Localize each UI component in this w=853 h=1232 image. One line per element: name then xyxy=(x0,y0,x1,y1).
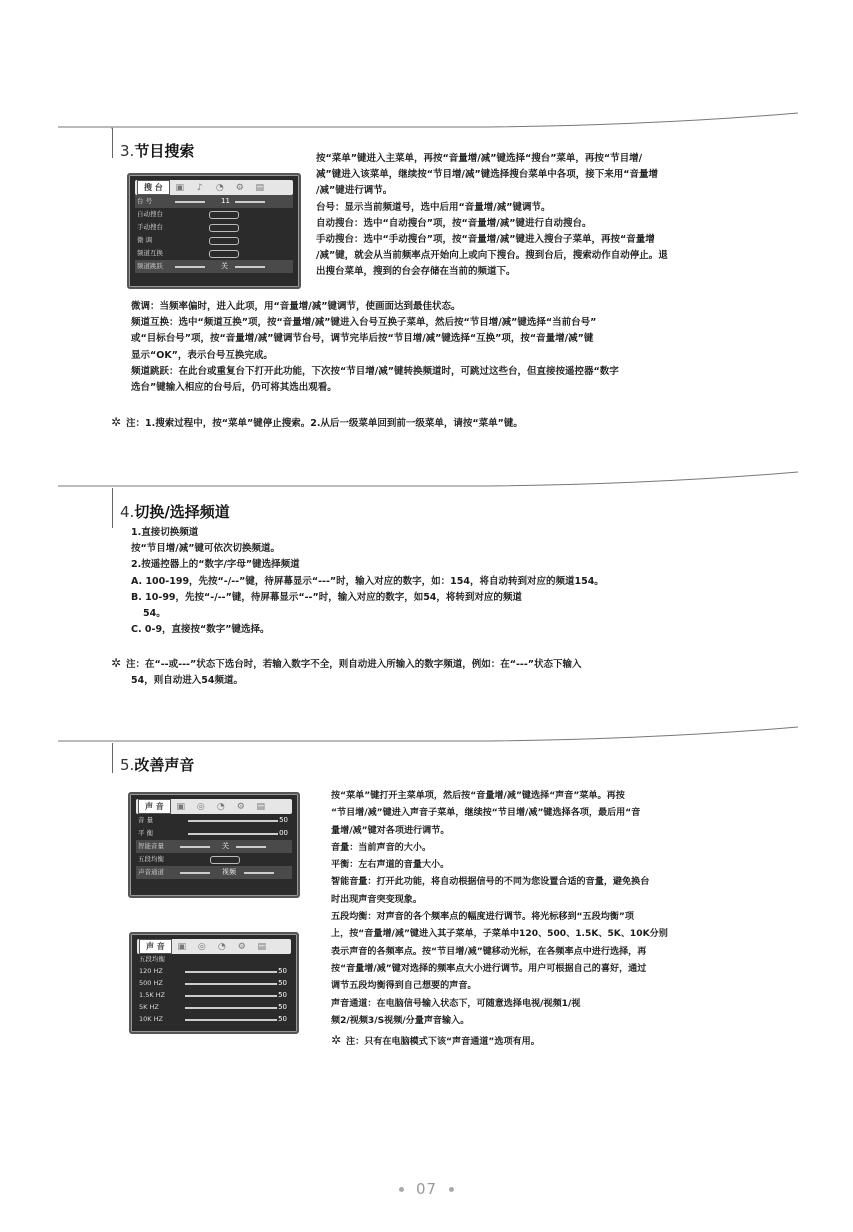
section3-right-text xyxy=(316,151,668,281)
text-line: 2.按遥控器上的“数字/字母”键选择频道 xyxy=(131,559,300,571)
osd-bar xyxy=(185,983,277,985)
search-icon: ◎ xyxy=(197,941,206,952)
text-line: 频2/视频3/S视频/分量声音输入。 xyxy=(331,1015,470,1026)
osd-bar xyxy=(185,1019,277,1021)
note-text: 注：在“--或---”状态下选台时，若输入数字不全，则自动进入所输入的数字频道，例如：在“---”状态下输入 xyxy=(126,659,582,670)
text-line: 时出现声音突变现象。 xyxy=(331,894,422,905)
osd-row-value: 50 xyxy=(279,816,288,824)
text-line: 台号：显示当前频道号，选中后用“音量增/减”键调节。 xyxy=(316,201,551,213)
osd-row-value: 关 xyxy=(221,262,228,270)
osd-row xyxy=(135,195,293,208)
osd-tab-search: 搜 台 xyxy=(137,180,170,195)
section5-right-text xyxy=(331,788,668,1051)
osd-tabs xyxy=(137,939,291,954)
osd-pill xyxy=(209,250,239,258)
note-text: 注：只有在电脑模式下该“声音通道”选项有用。 xyxy=(346,1037,540,1048)
tv-osd-sound-menu xyxy=(128,792,300,898)
osd-row xyxy=(136,840,292,853)
osd-row-label: 平 衡 xyxy=(138,829,154,837)
osd-row-value: 关 xyxy=(222,842,229,850)
section4-note xyxy=(111,655,582,689)
osd-pill xyxy=(209,224,239,232)
section-title xyxy=(120,754,194,775)
osd-row-label: 音 量 xyxy=(138,816,154,824)
osd-bar xyxy=(188,820,278,822)
osd-tab-sound: 声 音 xyxy=(139,939,172,954)
search-icon: ◎ xyxy=(196,801,205,812)
osd-tabs xyxy=(136,799,292,814)
osd-row-label: 声音通道 xyxy=(138,868,164,876)
picture-icon: ▣ xyxy=(177,941,187,952)
osd-row-label: 120 HZ xyxy=(139,967,163,975)
sound-icon: ♪ xyxy=(196,182,203,193)
osd-row-value: 视频 xyxy=(222,868,236,876)
osd-bar xyxy=(235,201,265,203)
osd-row xyxy=(135,247,293,260)
osd-row-value: 50 xyxy=(278,979,287,987)
section-marker xyxy=(112,743,113,773)
osd-row xyxy=(137,1001,291,1013)
text-line: /减”键，就会从当前频率点开始向上或向下搜台。搜到台后，搜索动作自动停止。退 xyxy=(316,250,668,262)
osd-row-value: 50 xyxy=(278,967,287,975)
pc-icon: ▤ xyxy=(257,941,267,952)
section-heading: 切换/选择频道 xyxy=(134,503,230,521)
text-line: 上，按“音量增/减”键进入其子菜单，子菜单中120、500、1.5K、5K、10K分别 xyxy=(331,929,668,940)
osd-row xyxy=(135,208,293,221)
footer-dot xyxy=(399,1187,404,1192)
text-line: C. 0-9，直接按“数字”键选择。 xyxy=(131,624,270,636)
osd-bar xyxy=(180,846,210,848)
section4-text xyxy=(131,525,604,638)
text-line: 音量：当前声音的大小。 xyxy=(331,842,432,853)
section-number: 5. xyxy=(120,756,135,774)
section-title xyxy=(120,501,230,522)
osd-pill xyxy=(209,237,239,245)
osd-row xyxy=(135,221,293,234)
text-line: 频道互换：选中“频道互换”项，按“音量增/减”键进入台号互换子菜单，然后按“节目增/减”键选择“当前台号” xyxy=(131,317,597,329)
osd-pill xyxy=(209,211,239,219)
section-heading: 节目搜索 xyxy=(134,142,195,160)
osd-row-label: 1.5K HZ xyxy=(139,991,166,999)
osd-row-label: 台 号 xyxy=(137,197,153,205)
picture-icon: ▣ xyxy=(175,182,185,193)
osd-row-label: 频道互换 xyxy=(137,249,163,257)
settings-icon: ⚙ xyxy=(237,941,246,952)
tv-osd-search-menu xyxy=(127,173,301,289)
section-marker xyxy=(112,128,113,158)
osd-bar xyxy=(235,266,265,268)
osd-pill xyxy=(210,856,240,864)
text-line: 显示“OK”，表示台号互换完成。 xyxy=(131,349,273,361)
text-line: 量增/减”键对各项进行调节。 xyxy=(331,825,450,836)
osd-row-value: 11 xyxy=(221,197,230,205)
note-star-icon: ✲ xyxy=(111,656,122,670)
text-line: 表示声音的各频率点。按“节目增/减”键移动光标，在各频率点中进行选择，再 xyxy=(331,946,647,957)
section-heading: 改善声音 xyxy=(134,756,195,774)
page-footer xyxy=(0,1180,853,1198)
osd-row xyxy=(137,965,291,977)
text-line: 按“菜单”键进入主菜单，再按“音量增/减”键选择“搜台”菜单，再按“节目增/ xyxy=(316,153,643,164)
osd-bar xyxy=(244,872,274,874)
section3-note xyxy=(111,414,523,432)
text-line: 手动搜台：选中“手动搜台”项，按“音量增/减”键进入搜台子菜单，再按“音量增 xyxy=(316,234,655,246)
osd-bar xyxy=(236,846,266,848)
osd-row-label: 5K HZ xyxy=(139,1003,159,1011)
osd-row-label: 五段均衡 xyxy=(138,855,164,863)
osd-header-label: 五段均衡 xyxy=(139,955,165,963)
osd-bar xyxy=(185,1007,277,1009)
text-line: 声音通道：在电脑信号输入状态下，可随意选择电视/视频1/视 xyxy=(331,998,581,1009)
text-line: 五段均衡：对声音的各个频率点的幅度进行调节。将光标移到“五段均衡”项 xyxy=(331,912,634,923)
osd-row xyxy=(137,1013,291,1025)
osd-row-label: 自动搜台 xyxy=(137,210,163,218)
osd-row-label: 10K HZ xyxy=(139,1015,163,1023)
text-line: 出搜台菜单，搜到的台会存储在当前的频道下。 xyxy=(316,266,516,278)
text-line: 按“音量增/减”键对选择的频率点大小进行调节。用户可根据自己的喜好，通过 xyxy=(331,963,647,974)
tv-osd-equalizer-menu xyxy=(129,932,299,1034)
osd-row xyxy=(136,814,292,827)
osd-row-label: 手动搜台 xyxy=(137,223,163,231)
osd-row-value: 50 xyxy=(278,1015,287,1023)
text-line: 微调：当频率偏时，进入此项，用“音量增/减”键调节，使画面达到最佳状态。 xyxy=(131,301,461,312)
text-line: 智能音量：打开此功能，将自动根据信号的不同为您设置合适的音量，避免换台 xyxy=(331,877,650,888)
osd-row xyxy=(135,234,293,247)
note-text: 注：1.搜索过程中，按“菜单”键停止搜索。2.从后一级菜单回到前一级菜单，请按“菜单”键。 xyxy=(126,418,523,429)
osd-bar xyxy=(180,872,210,874)
text-line: A. 100-199，先按“-/--”键，待屏幕显示“---”时，输入对应的数字，如：154，将自动转到对应的频道154。 xyxy=(131,575,604,587)
osd-row-label: 智能音量 xyxy=(138,842,164,850)
text-line: 选台”键输入相应的台号后，仍可将其选出观看。 xyxy=(131,382,337,394)
osd-row xyxy=(136,866,292,879)
section-divider xyxy=(58,470,798,488)
osd-bar xyxy=(188,833,278,835)
text-line: 或“目标台号”项，按“音量增/减”键调节台号，调节完毕后按“节目增/减”键选择“互换”项，按“音量增/减”键 xyxy=(131,333,594,345)
osd-row-value: 50 xyxy=(278,1003,287,1011)
section-marker xyxy=(112,488,113,528)
clock-icon: ◔ xyxy=(215,182,224,193)
osd-row xyxy=(136,853,292,866)
text-line: 自动搜台：选中“自动搜台”项，按“音量增/减”键进行自动搜台。 xyxy=(316,217,592,229)
text-line: 54。 xyxy=(143,608,166,620)
osd-bar xyxy=(185,971,277,973)
note-text: 54，则自动进入54频道。 xyxy=(131,675,243,687)
page-number: 07 xyxy=(415,1180,438,1198)
osd-bar xyxy=(175,201,205,203)
clock-icon: ◔ xyxy=(216,801,225,812)
osd-row xyxy=(137,954,291,965)
osd-tabs xyxy=(135,180,293,195)
section-divider xyxy=(58,725,798,743)
osd-bar xyxy=(175,266,205,268)
osd-row-label: 500 HZ xyxy=(139,979,163,987)
section-title xyxy=(120,140,194,161)
settings-icon: ⚙ xyxy=(235,182,244,193)
settings-icon: ⚙ xyxy=(236,801,245,812)
osd-row-label: 微 调 xyxy=(137,236,153,244)
section3-full-text xyxy=(131,299,619,396)
osd-bar xyxy=(185,995,277,997)
section-number: 4. xyxy=(120,503,135,521)
text-line: “节目增/减”键进入声音子菜单，继续按“节目增/减”键选择各项，最后用“音 xyxy=(331,808,641,819)
osd-row xyxy=(137,977,291,989)
osd-row-label: 频道跳跃 xyxy=(137,262,163,270)
picture-icon: ▣ xyxy=(176,801,186,812)
text-line: 调节五段均衡得到自己想要的声音。 xyxy=(331,981,477,992)
footer-dot xyxy=(449,1187,454,1192)
text-line: B. 10-99，先按“-/--”键，待屏幕显示“--”时，输入对应的数字，如54，将转到对应的频道 xyxy=(131,591,522,603)
text-line: 平衡：左右声道的音量大小。 xyxy=(331,860,450,871)
section-divider xyxy=(58,111,798,129)
text-line: /减”键进行调节。 xyxy=(316,185,393,197)
osd-row xyxy=(136,827,292,840)
pc-icon: ▤ xyxy=(256,801,266,812)
note-star-icon: ✲ xyxy=(111,415,122,429)
osd-tab-sound: 声 音 xyxy=(138,799,171,814)
text-line: 按“菜单”键打开主菜单项，然后按“音量增/减”键选择“声音”菜单。再按 xyxy=(331,791,625,801)
osd-row xyxy=(135,260,293,273)
text-line: 1.直接切换频道 xyxy=(131,527,199,538)
clock-icon: ◔ xyxy=(217,941,226,952)
text-line: 减”键进入该菜单，继续按“节目增/减”键选择搜台菜单中各项，接下来用“音量增 xyxy=(316,169,658,181)
pc-icon: ▤ xyxy=(255,182,265,193)
section-number: 3. xyxy=(120,142,135,160)
osd-row-value: 50 xyxy=(278,991,287,999)
text-line: 频道跳跃：在此台或重复台下打开此功能，下次按“节目增/减”键转换频道时，可跳过这些台，但直接按遥控器“数字 xyxy=(131,365,619,377)
osd-row xyxy=(137,989,291,1001)
osd-row-value: 00 xyxy=(279,829,288,837)
note-star-icon: ✲ xyxy=(331,1033,342,1048)
text-line: 按“节目增/减”键可依次切换频道。 xyxy=(131,543,280,555)
